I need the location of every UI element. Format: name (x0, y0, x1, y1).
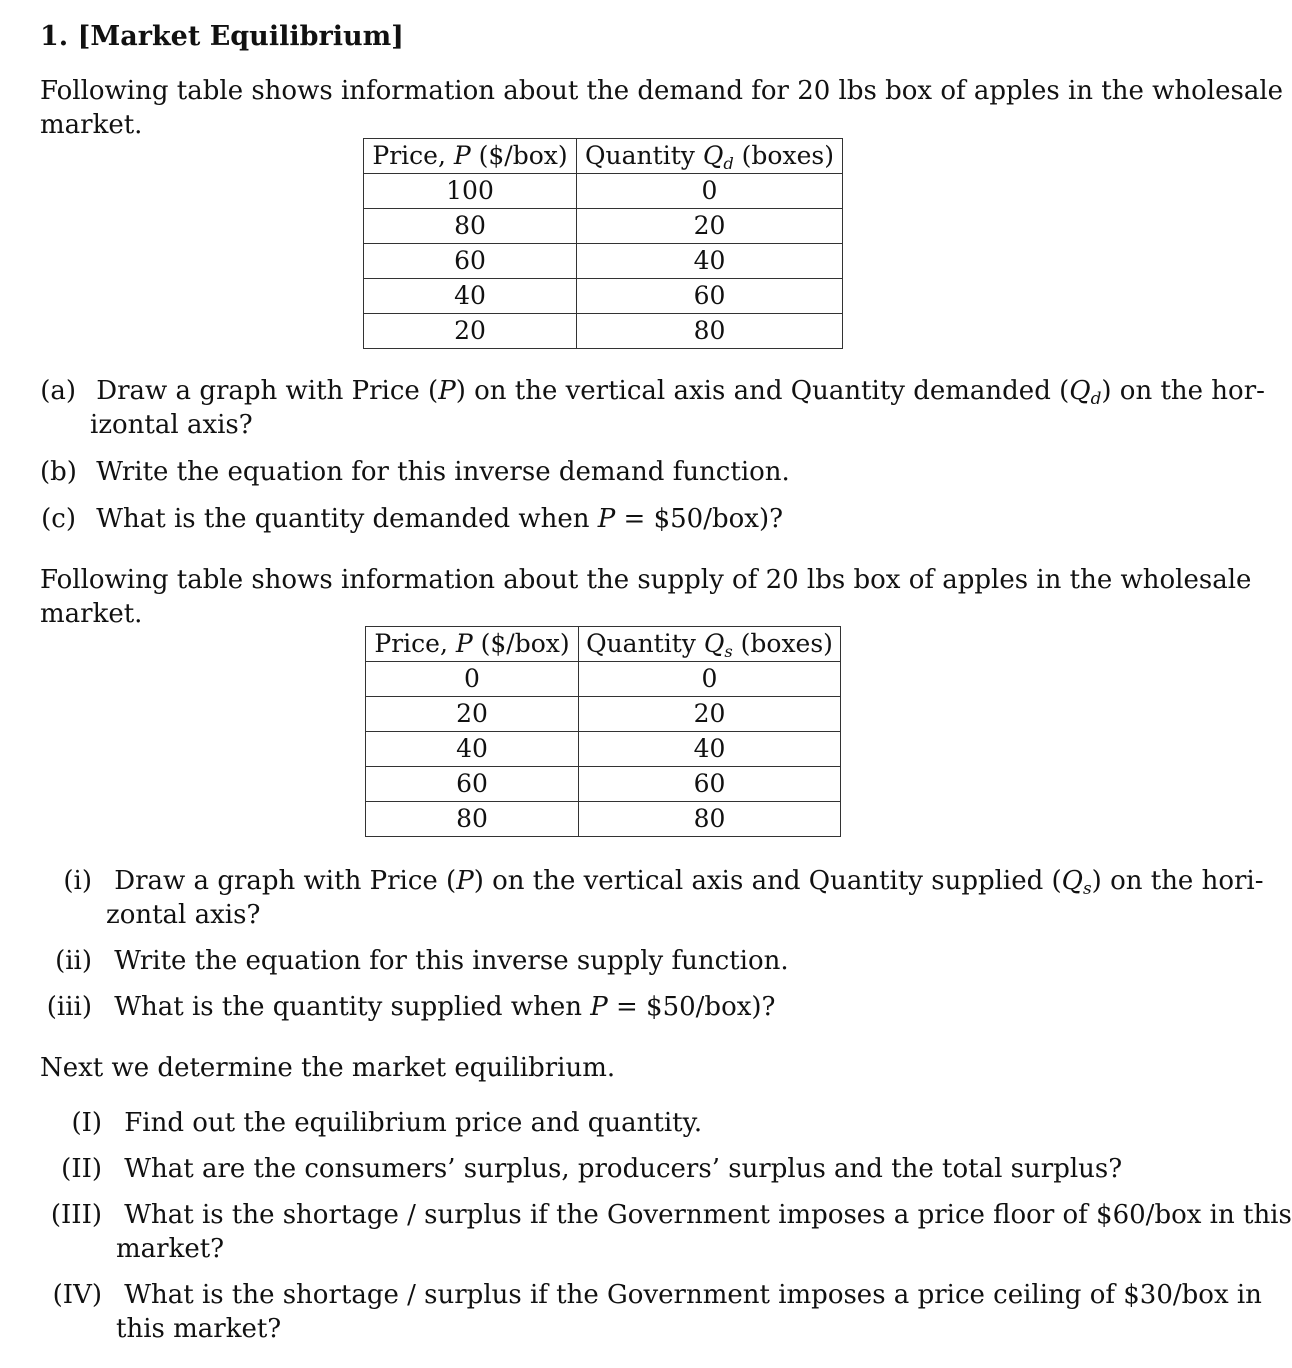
demand-intro-line1: Following table shows information about the demand for 20 lbs box of apples in the wholesale (40, 76, 1284, 106)
question-iii: (iii) What is the quantity supplied when P = $50/box)? (46, 992, 776, 1022)
table-row: 60 60 (366, 767, 841, 802)
table-row: 80 80 (366, 802, 841, 837)
question-i-cont: zontal axis? (106, 900, 261, 930)
table-row: 0 0 (366, 662, 841, 697)
question-a-cont: izontal axis? (90, 410, 253, 440)
supply-intro-line2: market. (40, 599, 143, 629)
supply-table-header (366, 627, 841, 662)
supply-table (365, 626, 841, 837)
demand-quantity-header: Quantity $Q_d$ (boxes) (577, 139, 843, 174)
demand-price-header: Price, P ($/box) (364, 139, 577, 174)
question-III: (III) What is the shortage / surplus if the Government imposes a price floor of $60/box in this (50, 1200, 1292, 1230)
supply-quantity-header: Quantity $Q_s$ (boxes) (579, 627, 841, 662)
supply-intro-line1: Following table shows information about the supply of 20 lbs box of apples in the wholesale (40, 565, 1252, 595)
question-b: (b) Write the equation for this inverse demand function. (40, 457, 790, 487)
supply-price-header: Price, P ($/box) (366, 627, 579, 662)
question-I: (I) Find out the equilibrium price and quantity. (71, 1108, 703, 1138)
question-a: (a) Draw a graph with Price (P) on the vertical axis and Quantity demanded $(Q_d)$ on the hor- (40, 376, 1265, 409)
table-row: 20 20 (366, 697, 841, 732)
table-row: 40 40 (366, 732, 841, 767)
question-IV: (IV) What is the shortage / surplus if the Government imposes a price ceiling of $30/box in (52, 1280, 1262, 1310)
table-row: 80 20 (364, 209, 843, 244)
equilibrium-intro: Next we determine the market equilibrium. (40, 1053, 616, 1083)
demand-intro-line2: market. (40, 110, 143, 140)
question-i: (i) Draw a graph with Price (P) on the vertical axis and Quantity supplied $(Q_s)$ on the hori- (63, 866, 1264, 899)
table-row: 40 60 (364, 279, 843, 314)
question-IV-cont: this market? (116, 1314, 282, 1344)
question-ii: (ii) Write the equation for this inverse supply function. (55, 946, 789, 976)
question-II: (II) What are the consumers’ surplus, producers’ surplus and the total surplus? (61, 1154, 1123, 1184)
question-c: (c) What is the quantity demanded when P = $50/box)? (41, 504, 784, 534)
table-row: 60 40 (364, 244, 843, 279)
table-row: 20 80 (364, 314, 843, 349)
question-III-cont: market? (116, 1234, 225, 1264)
section-title: 1. [Market Equilibrium] (40, 21, 404, 52)
demand-table-header (364, 139, 843, 174)
table-row: 100 0 (364, 174, 843, 209)
demand-table (363, 138, 843, 349)
